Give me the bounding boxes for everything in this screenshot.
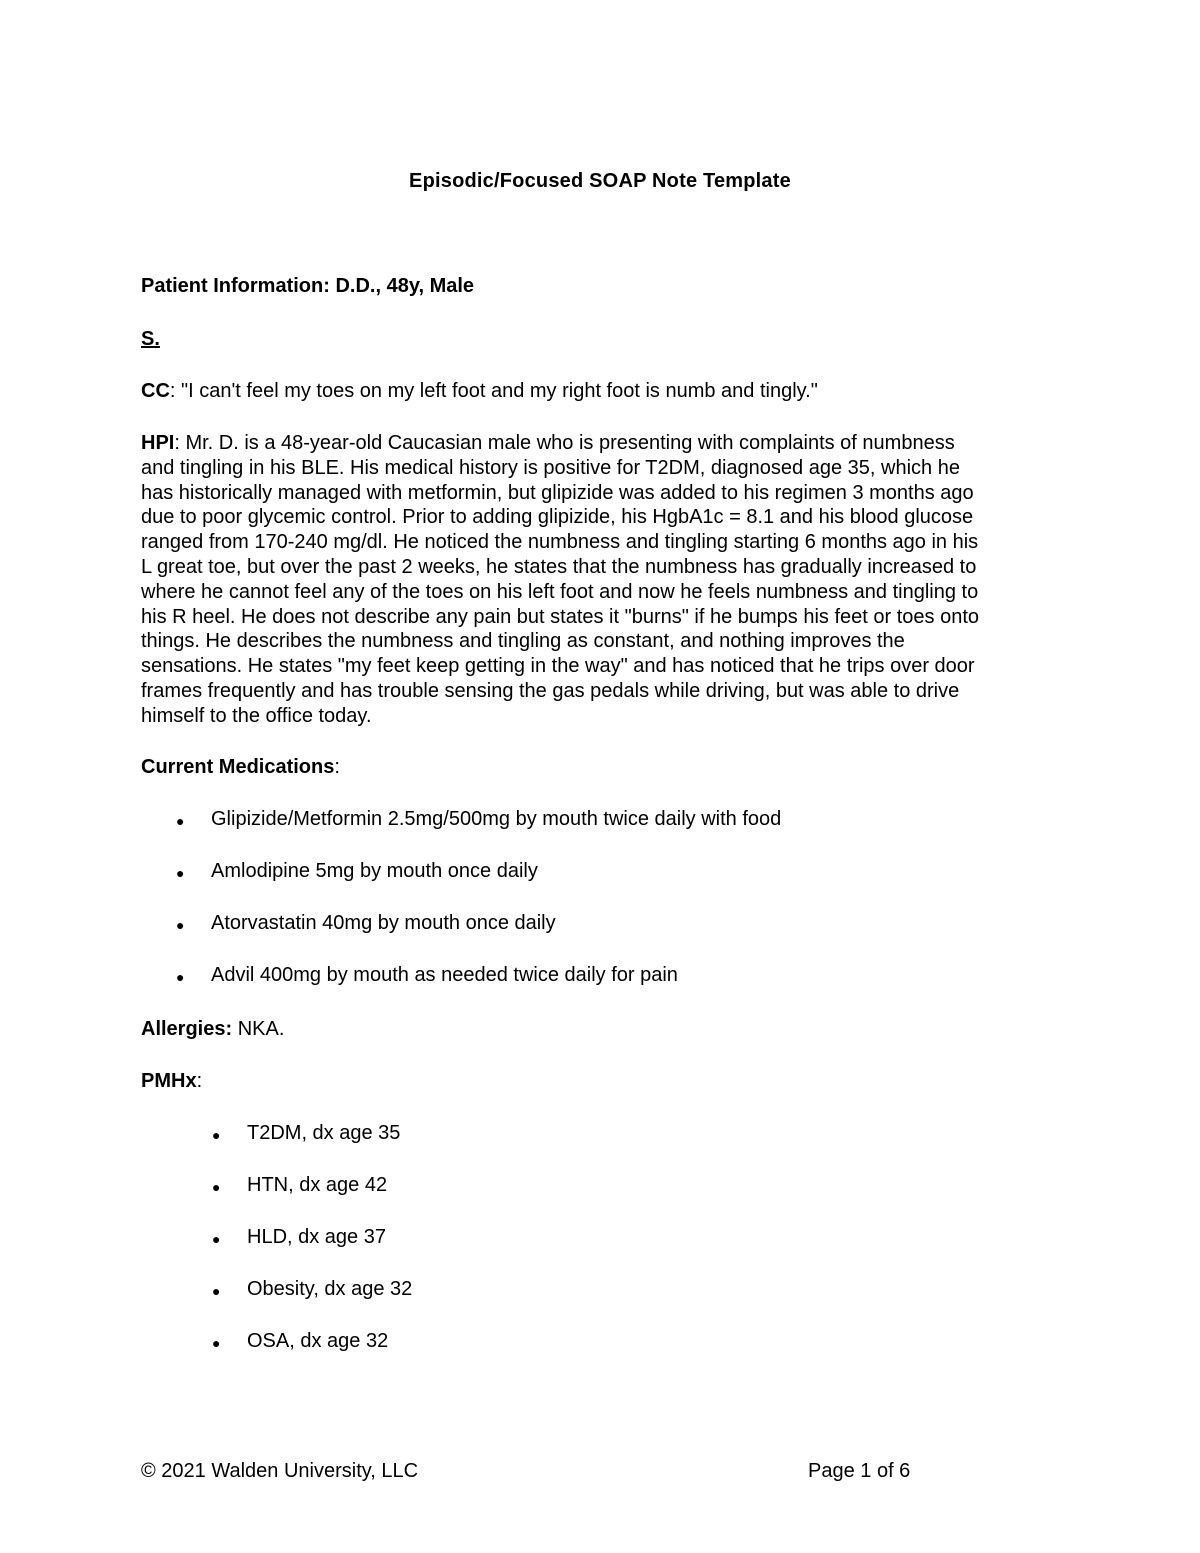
pmhx-text: Obesity, dx age 32 (247, 1278, 413, 1300)
hpi-line: due to poor glycemic control. Prior to adding glipizide, his HgbA1c = 8.1 and his blood glucose (141, 506, 974, 529)
allergies-value: NKA. (232, 1018, 285, 1040)
footer-copyright: © 2021 Walden University, LLC (141, 1460, 419, 1482)
hpi-label: HPI (141, 432, 175, 454)
chief-complaint (141, 380, 818, 403)
hpi-line: frames frequently and has trouble sensing the gas pedals while driving, but was able to drive (141, 679, 960, 702)
hpi-line: L great toe, but over the past 2 weeks, he states that the numbness has gradually increased to (141, 555, 977, 578)
hpi-line: sensations. He states "my feet keep getting in the way" and has noticed that he trips over door (141, 655, 975, 678)
patient-info-value: D.D., 48y, Male (335, 275, 475, 297)
section-subjective-heading: S. (141, 328, 160, 350)
allergies (141, 1018, 284, 1041)
hpi-paragraph (141, 431, 1071, 729)
pmhx-text: T2DM, dx age 35 (247, 1122, 401, 1144)
medication-text: Glipizide/Metformin 2.5mg/500mg by mouth twice daily with food (211, 808, 782, 830)
hpi-line: where he cannot feel any of the toes on his left foot and now he feels numbness and tingling to (141, 580, 979, 603)
patient-info (141, 275, 474, 298)
bullet-icon: ● (212, 1231, 221, 1247)
footer-page-number: Page 1 of 6 (808, 1460, 911, 1482)
medication-text: Atorvastatin 40mg by mouth once daily (211, 912, 556, 934)
hpi-line: HPI: Mr. D. is a 48-year-old Caucasian male who is presenting with complaints of numbness (141, 432, 955, 454)
bullet-icon: ● (212, 1179, 221, 1195)
hpi-line: his R heel. He does not describe any pain but states it "burns" if he bumps his feet or toes onto (141, 605, 980, 628)
bullet-icon: ● (212, 1335, 221, 1351)
bullet-icon: ● (212, 1127, 221, 1143)
medication-text: Amlodipine 5mg by mouth once daily (211, 860, 538, 882)
page-title: Episodic/Focused SOAP Note Template (409, 170, 791, 192)
pmhx-heading: PMHx: (141, 1070, 203, 1092)
hpi-line: and tingling in his BLE. His medical history is positive for T2DM, diagnosed age 35, which he (141, 456, 960, 479)
bullet-icon: ● (176, 813, 185, 829)
patient-info-label: Patient Information: (141, 275, 330, 297)
hpi-line: has historically managed with metformin, but glipizide was added to his regimen 3 months ago (141, 481, 974, 504)
bullet-icon: ● (176, 969, 185, 985)
bullet-icon: ● (176, 865, 185, 881)
bullet-icon: ● (212, 1283, 221, 1299)
allergies-label: Allergies: (141, 1018, 233, 1040)
cc-label: CC (141, 380, 170, 402)
medication-text: Advil 400mg by mouth as needed twice daily for pain (211, 964, 678, 986)
medications-heading: Current Medications: (141, 756, 340, 778)
pmhx-text: OSA, dx age 32 (247, 1330, 389, 1352)
pmhx-text: HTN, dx age 42 (247, 1174, 388, 1196)
cc-text: : "I can't feel my toes on my left foot and my right foot is numb and tingly." (169, 380, 818, 402)
hpi-line: himself to the office today. (141, 704, 372, 727)
bullet-icon: ● (176, 917, 185, 933)
pmhx-text: HLD, dx age 37 (247, 1226, 386, 1248)
hpi-line: ranged from 170-240 mg/dl. He noticed the numbness and tingling starting 6 months ago in his (141, 531, 979, 554)
hpi-line: things. He describes the numbness and tingling as constant, and nothing improves the (141, 630, 905, 653)
